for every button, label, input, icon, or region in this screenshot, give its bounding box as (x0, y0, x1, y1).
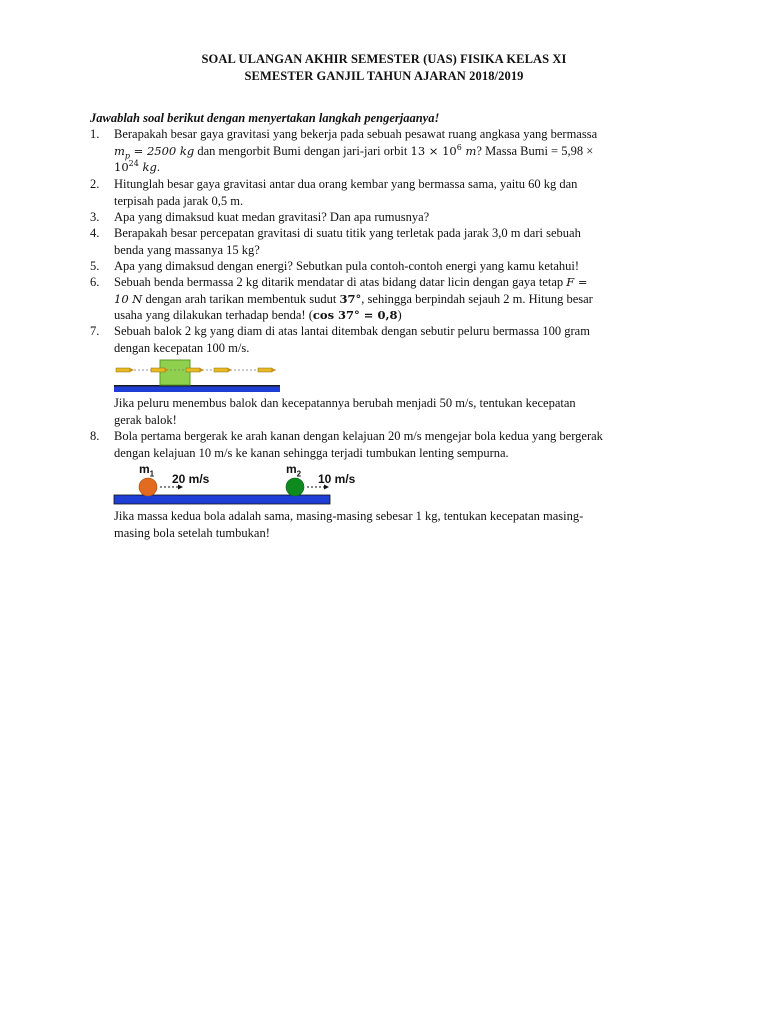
bullet-icon (186, 368, 204, 372)
label-v1: 20 m/s (172, 472, 210, 486)
question-number: 3. (90, 210, 100, 224)
green-block (160, 360, 190, 385)
instruction: Jawablah soal berikut dengan menyertakan langkah pengerjaanya! (90, 111, 440, 125)
question-number: 7. (90, 324, 100, 338)
ball-m2 (286, 478, 304, 496)
earth-mass: $10^{24}$ kg (114, 159, 157, 174)
question-number: 2. (90, 177, 100, 191)
floor-line (114, 385, 280, 387)
question-number: 8. (90, 429, 100, 443)
cos-value: cos 37° = 0,8 (312, 308, 398, 322)
label-m2: $m_2$ (286, 462, 302, 479)
exam-title-line1: SOAL ULANGAN AKHIR SEMESTER (UAS) FISIKA KELAS XI (201, 52, 567, 66)
label-v2: 10 m/s (318, 472, 356, 486)
question-number: 4. (90, 226, 100, 240)
question-text: Berapakah besar gaya gravitasi yang bekerja pada sebuah pesawat ruang angkasa yang bermassa $m_p = 2500$ kg dan mengorbit Bumi dengan jari-jari orbit $13 \times 10^6$ m? Massa Bumi = 5,98 × $10^{24}$ kg. (114, 127, 598, 174)
question-text: Sebuah benda bermassa 2 kg ditarik mendatar di atas bidang datar licin dengan gaya tetap F = 10 N dengan arah tarikan membentuk sudut 37°, sehingga berpindah sejauh 2 m. Hitung besar usaha yang dilakukan terhadap benda! (cos 37° = 0,8) (114, 275, 593, 322)
question-text: Berapakah besar percepatan gravitasi di suatu titik yang terletak pada jarak 3,0 m dari sebuah benda yang massanya 15 kg? (114, 226, 581, 257)
ball-m1 (139, 478, 157, 496)
spacecraft-mass: $m_p = 2500$ kg (114, 143, 195, 160)
bullet-icon (258, 368, 276, 372)
bullet-block-figure (112, 358, 284, 394)
floor-bar (114, 386, 280, 392)
bullet-icon (116, 368, 134, 372)
question-text: Apa yang dimaksud kuat medan gravitasi? Dan apa rumusnya? (114, 210, 430, 224)
floor-bar (114, 495, 330, 504)
question-text: Bola pertama bergerak ke arah kanan dengan kelajuan 20 m/s mengejar bola kedua yang bergerak dengan kelajuan 10 m/s ke kanan sehingga terjadi tumbukan lenting sempurna. (114, 429, 603, 460)
question-number: 6. (90, 275, 100, 289)
exam-title-line2: SEMESTER GANJIL TAHUN AJARAN 2018/2019 (244, 69, 524, 83)
label-m1: $m_1$ (139, 462, 155, 479)
question-text: Hitunglah besar gaya gravitasi antar dua orang kembar yang bermassa sama, yaitu 60 kg dan terpisah pada jarak 0,5 m. (114, 177, 578, 208)
question-8-followup: Jika massa kedua bola adalah sama, masing-masing sebesar 1 kg, tentukan kecepatan masing- masing bola setelah tumbukan! (114, 509, 584, 540)
question-number: 1. (90, 127, 100, 141)
collision-figure (112, 460, 356, 508)
question-text: Sebuah balok 2 kg yang diam di atas lantai ditembak dengan sebutir peluru bermassa 100 gram dengan kecepatan 100 m/s. (114, 324, 590, 355)
question-text: Apa yang dimaksud dengan energi? Sebutkan pula contoh-contoh energi yang kamu ketahui! (114, 259, 580, 273)
orbit-radius: $13 \times 10^6$ m (410, 142, 477, 158)
question-7-followup: Jika peluru menembus balok dan kecepatannya berubah menjadi 50 m/s, tentukan kecepatan gerak balok! (114, 396, 576, 427)
angle-value: 37° (339, 291, 362, 306)
force-value: 10 N (114, 291, 143, 306)
question-number: 5. (90, 259, 100, 273)
force-symbol: F = (566, 275, 588, 289)
bullet-icon (214, 368, 232, 372)
